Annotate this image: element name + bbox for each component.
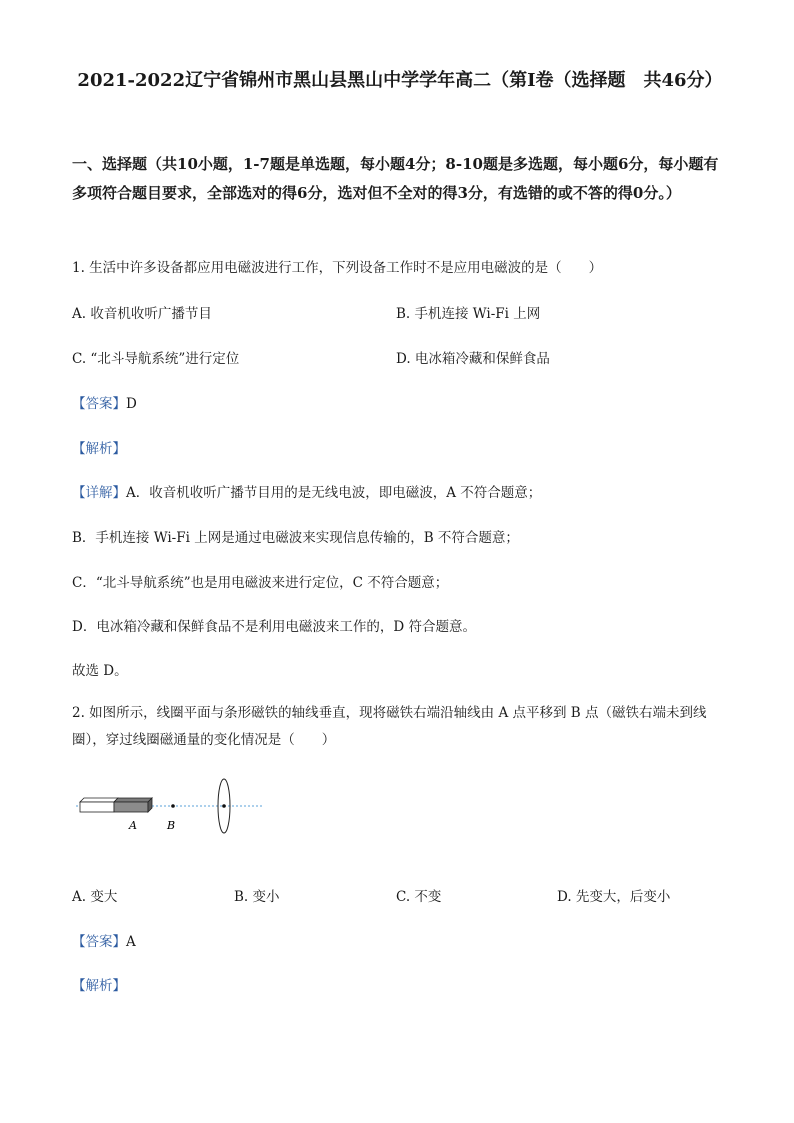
q2-option-c: C. 不变	[396, 889, 442, 905]
q1-detail-line	[72, 484, 541, 502]
q2-option-b: B. 变小	[234, 889, 280, 905]
q2-option-d: D. 先变大，后变小	[557, 889, 671, 905]
q1-option-b: B. 手机连接 Wi-Fi 上网	[396, 306, 541, 322]
q1-detail-line: C．“北斗导航系统”也是用电磁波来进行定位，C 不符合题意；	[72, 575, 449, 591]
q1-stem: 1. 生活中许多设备都应用电磁波进行工作，下列设备工作时不是应用电磁波的是（ ）	[72, 260, 603, 276]
q1-detail-line: B．手机连接 Wi-Fi 上网是通过电磁波来实现信息传输的，B 不符合题意；	[72, 530, 519, 546]
magnet-left-half	[80, 802, 114, 812]
q2-option-a: A. 变大	[72, 889, 118, 905]
q1-conclusion: 故选 D。	[72, 663, 128, 679]
q2-answer	[72, 933, 136, 951]
q1-option-c: C. “北斗导航系统”进行定位	[72, 351, 240, 367]
detail-label: 【详解】	[72, 485, 126, 501]
q2-analysis-label: 【解析】	[72, 978, 126, 994]
magnet-right-half	[114, 802, 148, 812]
detail-text: A．收音机收听广播节目用的是无线电波，即电磁波，A 不符合题意；	[126, 485, 542, 501]
section-heading: 一、选择题（共10小题，1-7题是单选题，每小题4分；8-10题是多选题，每小题6分，每小题有多项符合题目要求，全部选对的得6分，选对但不全对的得3分，有选错的或不答的得0分。）	[72, 155, 719, 202]
q2-stem: 2. 如图所示，线圈平面与条形磁铁的轴线垂直，现将磁铁右端沿轴线由 A 点平移到 B 点（磁铁右端未到线圈），穿过线圈磁通量的变化情况是（ ）	[72, 705, 707, 748]
magnet-right-top	[114, 798, 152, 802]
magnet-coil-figure	[76, 778, 266, 838]
q1-detail-line: D．电冰箱冷藏和保鲜食品不是利用电磁波来工作的，D 符合题意。	[72, 619, 476, 635]
q1-answer	[72, 395, 137, 413]
page-title: 2021-2022辽宁省锦州市黑山县黑山中学学年高二（第I卷（选择题 共46分）	[77, 70, 723, 91]
label-a: A	[129, 819, 137, 832]
answer-value: A	[126, 934, 136, 950]
point-b	[171, 804, 175, 808]
q1-option-a: A. 收音机收听广播节目	[72, 306, 212, 322]
answer-label: 【答案】	[72, 396, 126, 412]
coil-center	[222, 804, 226, 808]
answer-value: D	[126, 396, 137, 412]
label-b: B	[167, 819, 176, 832]
magnet-left-top	[80, 798, 118, 802]
q1-option-d: D. 电冰箱冷藏和保鲜食品	[396, 351, 550, 367]
answer-label: 【答案】	[72, 934, 126, 950]
q1-analysis-label: 【解析】	[72, 441, 126, 457]
